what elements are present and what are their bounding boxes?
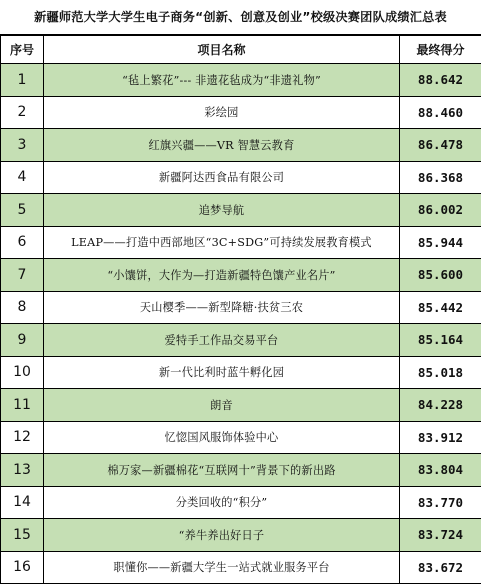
row-project-name: 爱特手工作品交易平台 [44,324,400,357]
row-index: 15 [1,519,44,552]
row-index: 5 [1,194,44,227]
row-project-name: 彩绘园 [44,96,400,129]
table-row [1,226,481,259]
row-project-name: 职懂你——新疆大学生一站式就业服务平台 [44,551,400,584]
table-row [1,454,481,487]
row-score: 83.770 [400,486,481,519]
header-final-score: 最终得分 [400,36,481,64]
row-index: 11 [1,389,44,422]
row-index: 16 [1,551,44,584]
row-score: 85.164 [400,324,481,357]
row-score: 84.228 [400,389,481,422]
row-project-name: 新一代比利时蓝牛孵化园 [44,356,400,389]
row-index: 1 [1,64,44,97]
document-title: 新疆师范大学大学生电子商务“创新、创意及创业”校级决赛团队成绩汇总表 [0,0,481,35]
header-project-name: 项目名称 [44,36,400,64]
row-project-name: 分类回收的“积分” [44,486,400,519]
table-row [1,324,481,357]
row-project-name: “小馕饼，大作为—打造新疆特色馕产业名片” [44,259,400,292]
row-project-name: 棉万家—新疆棉花“互联网十”背景下的新出路 [44,454,400,487]
table-row [1,486,481,519]
table-row [1,291,481,324]
table-row [1,161,481,194]
row-index: 14 [1,486,44,519]
row-score: 88.460 [400,96,481,129]
score-table [0,35,481,584]
row-index: 10 [1,356,44,389]
row-score: 85.944 [400,226,481,259]
table-row [1,356,481,389]
row-index: 13 [1,454,44,487]
row-index: 3 [1,129,44,162]
row-index: 8 [1,291,44,324]
table-row [1,96,481,129]
table-row [1,194,481,227]
row-index: 12 [1,421,44,454]
row-score: 86.368 [400,161,481,194]
row-score: 86.002 [400,194,481,227]
row-project-name: 朗音 [44,389,400,422]
row-index: 6 [1,226,44,259]
row-score: 83.804 [400,454,481,487]
table-row [1,389,481,422]
row-score: 88.642 [400,64,481,97]
row-score: 85.018 [400,356,481,389]
table-row [1,519,481,552]
row-index: 2 [1,96,44,129]
row-project-name: 追梦导航 [44,194,400,227]
row-index: 7 [1,259,44,292]
row-score: 85.442 [400,291,481,324]
row-project-name: “养牛养出好日子 [44,519,400,552]
row-project-name: 忆惚国风服饰体验中心 [44,421,400,454]
table-row [1,421,481,454]
table-row [1,129,481,162]
row-score: 83.672 [400,551,481,584]
header-index: 序号 [1,36,44,64]
table-header-row [1,36,481,64]
row-project-name: 新疆阿达西食品有限公司 [44,161,400,194]
row-index: 9 [1,324,44,357]
table-row [1,259,481,292]
row-score: 85.600 [400,259,481,292]
row-score: 86.478 [400,129,481,162]
row-project-name: “毡上繁花”--- 非遗花毡成为“非遗礼物” [44,64,400,97]
table-body [1,64,481,584]
row-score: 83.724 [400,519,481,552]
row-index: 4 [1,161,44,194]
table-row [1,64,481,97]
row-project-name: 天山樱季——新型降糖·扶贫三农 [44,291,400,324]
row-score: 83.912 [400,421,481,454]
row-project-name: 红旗兴疆——VR 智慧云教育 [44,129,400,162]
row-project-name: LEAP——打造中西部地区“3C+SDG”可持续发展教育模式 [44,226,400,259]
